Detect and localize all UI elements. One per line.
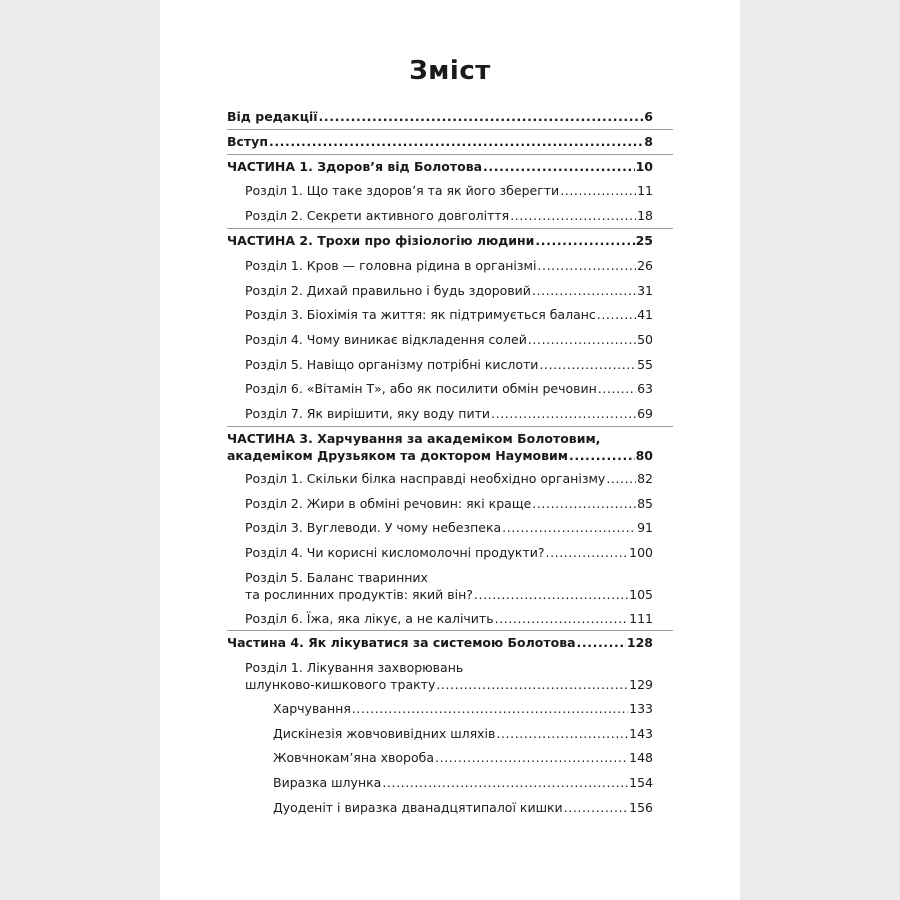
toc-entry-label-first-line: Розділ 5. Баланс тваринних	[245, 570, 428, 585]
toc-entry-label: Виразка шлунка	[273, 775, 382, 790]
toc-entry-label: Частина 4. Як лікуватися за системою Болотова	[227, 635, 576, 650]
toc-chapter-entry	[245, 306, 653, 323]
toc-entry-label: Розділ 6. Їжа, яка лікує, а не калічить	[245, 611, 494, 626]
toc-entry-label: Від редакції	[227, 109, 318, 124]
toc-chapter-entry	[245, 495, 653, 512]
toc-subsection-entry	[273, 799, 653, 816]
toc-page-number: 91	[637, 520, 653, 535]
toc-part-entry	[227, 133, 653, 150]
toc-page-number: 148	[629, 750, 653, 765]
toc-page-number: 80	[635, 448, 653, 463]
dot-leader	[546, 544, 629, 561]
dot-leader	[606, 470, 636, 487]
toc-subsection-entry	[273, 725, 653, 742]
section-divider	[227, 129, 673, 130]
book-page	[160, 0, 740, 900]
dot-leader	[532, 495, 636, 512]
toc-page-number: 156	[629, 800, 653, 815]
dot-leader	[577, 634, 626, 651]
toc-chapter-entry	[245, 380, 653, 397]
toc-page-number: 8	[644, 134, 653, 149]
toc-entry-label: Розділ 1. Що таке здоров’я та як його зберегти	[245, 183, 560, 198]
dot-leader	[569, 447, 635, 464]
toc-page-number: 63	[637, 381, 653, 396]
toc-page-number: 31	[637, 283, 653, 298]
toc-chapter-entry	[245, 569, 653, 603]
toc-entry-label: Дискінезія жовчовивідних шляхів	[273, 726, 496, 741]
dot-leader	[528, 331, 636, 348]
dot-leader	[495, 610, 629, 627]
section-divider	[227, 426, 673, 427]
toc-page-number: 10	[635, 159, 653, 174]
toc-entry-label: Розділ 2. Жири в обміні речовин: які краще	[245, 496, 532, 511]
toc-subsection-entry	[273, 700, 653, 717]
dot-leader	[319, 108, 644, 125]
dot-leader	[269, 133, 643, 150]
toc-entry-label: академіком Друзьяком та доктором Наумовим	[227, 448, 569, 463]
dot-leader	[564, 799, 628, 816]
toc-page-number: 82	[637, 471, 653, 486]
toc-chapter-entry	[245, 182, 653, 199]
toc-entry-label-first-line: Розділ 1. Лікування захворювань	[245, 660, 464, 675]
toc-page-number: 129	[629, 677, 653, 692]
dot-leader	[510, 207, 636, 224]
toc-part-entry	[227, 108, 653, 125]
toc-chapter-entry	[245, 610, 653, 627]
toc-page-number: 11	[637, 183, 653, 198]
toc-page-number: 133	[629, 701, 653, 716]
toc-page-number: 41	[637, 307, 653, 322]
page-title: Зміст	[409, 56, 491, 86]
dot-leader	[598, 380, 636, 397]
dot-leader	[382, 774, 628, 791]
toc-page-number: 105	[629, 587, 653, 602]
toc-part-entry	[227, 158, 653, 175]
toc-page-number: 50	[637, 332, 653, 347]
toc-chapter-entry	[245, 519, 653, 536]
toc-entry-label: Жовчнокам’яна хвороба	[273, 750, 434, 765]
toc-part-entry	[227, 430, 653, 464]
toc-entry-label: та рослинних продуктів: який він?	[245, 587, 473, 602]
table-of-contents	[160, 0, 740, 900]
toc-entry-label: Розділ 1. Кров — головна рідина в організмі	[245, 258, 537, 273]
toc-page-number: 100	[629, 545, 653, 560]
dot-leader	[483, 158, 635, 175]
toc-entry-label: ЧАСТИНА 2. Трохи про фізіологію людини	[227, 233, 535, 248]
toc-chapter-entry	[245, 282, 653, 299]
toc-subsection-entry	[273, 774, 653, 791]
toc-entry-label: Розділ 4. Чи корисні кисломолочні продукти?	[245, 545, 545, 560]
toc-entry-label: Розділ 2. Дихай правильно і будь здоровий	[245, 283, 531, 298]
dot-leader	[436, 676, 628, 693]
dot-leader	[502, 519, 636, 536]
toc-chapter-entry	[245, 356, 653, 373]
toc-entry-label: Розділ 5. Навіщо організму потрібні кислоти	[245, 357, 539, 372]
toc-entry-label: Розділ 3. Вуглеводи. У чому небезпека	[245, 520, 502, 535]
section-divider	[227, 228, 673, 229]
dot-leader	[532, 282, 636, 299]
toc-entry-label: Вступ	[227, 134, 268, 149]
toc-entry-label: Розділ 2. Секрети активного довголіття	[245, 208, 510, 223]
dot-leader	[539, 356, 636, 373]
toc-chapter-entry	[245, 331, 653, 348]
toc-chapter-entry	[245, 207, 653, 224]
toc-page-number: 6	[644, 109, 653, 124]
toc-entry-label-first-line: ЧАСТИНА 3. Харчування за академіком Болотовим,	[227, 431, 601, 446]
dot-leader	[537, 257, 636, 274]
toc-page-number: 154	[629, 775, 653, 790]
dot-leader	[491, 405, 636, 422]
toc-page-number: 143	[629, 726, 653, 741]
dot-leader	[496, 725, 628, 742]
toc-entry-label: Розділ 3. Біохімія та життя: як підтримується баланс	[245, 307, 596, 322]
toc-part-entry	[227, 232, 653, 249]
toc-chapter-entry	[245, 257, 653, 274]
toc-page-number: 85	[637, 496, 653, 511]
toc-entry-label: шлунково-кишкового тракту	[245, 677, 436, 692]
toc-entry-label: Розділ 4. Чому виникає відкладення солей	[245, 332, 527, 347]
toc-page-number: 111	[629, 611, 653, 626]
toc-entry-label: Харчування	[273, 701, 351, 716]
toc-chapter-entry	[245, 659, 653, 693]
toc-page-number: 128	[626, 635, 653, 650]
toc-chapter-entry	[245, 405, 653, 422]
toc-entry-label: Розділ 6. «Вітамін Т», або як посилити обмін речовин	[245, 381, 597, 396]
toc-entry-label: ЧАСТИНА 1. Здоров’я від Болотова	[227, 159, 483, 174]
toc-page-number: 55	[637, 357, 653, 372]
section-divider	[227, 630, 673, 631]
dot-leader	[535, 232, 634, 249]
toc-page-number: 25	[635, 233, 653, 248]
dot-leader	[435, 749, 628, 766]
toc-page-number: 26	[637, 258, 653, 273]
toc-chapter-entry	[245, 470, 653, 487]
toc-entry-label: Розділ 1. Скільки білка насправді необхідно організму	[245, 471, 606, 486]
dot-leader	[597, 306, 636, 323]
toc-chapter-entry	[245, 544, 653, 561]
dot-leader	[352, 700, 628, 717]
dot-leader	[560, 182, 636, 199]
toc-part-entry	[227, 634, 653, 651]
toc-entry-label: Дуоденіт і виразка дванадцятипалої кишки	[273, 800, 563, 815]
toc-subsection-entry	[273, 749, 653, 766]
section-divider	[227, 154, 673, 155]
toc-entry-label: Розділ 7. Як вирішити, яку воду пити	[245, 406, 491, 421]
toc-page-number: 69	[637, 406, 653, 421]
dot-leader	[474, 586, 628, 603]
toc-page-number: 18	[637, 208, 653, 223]
